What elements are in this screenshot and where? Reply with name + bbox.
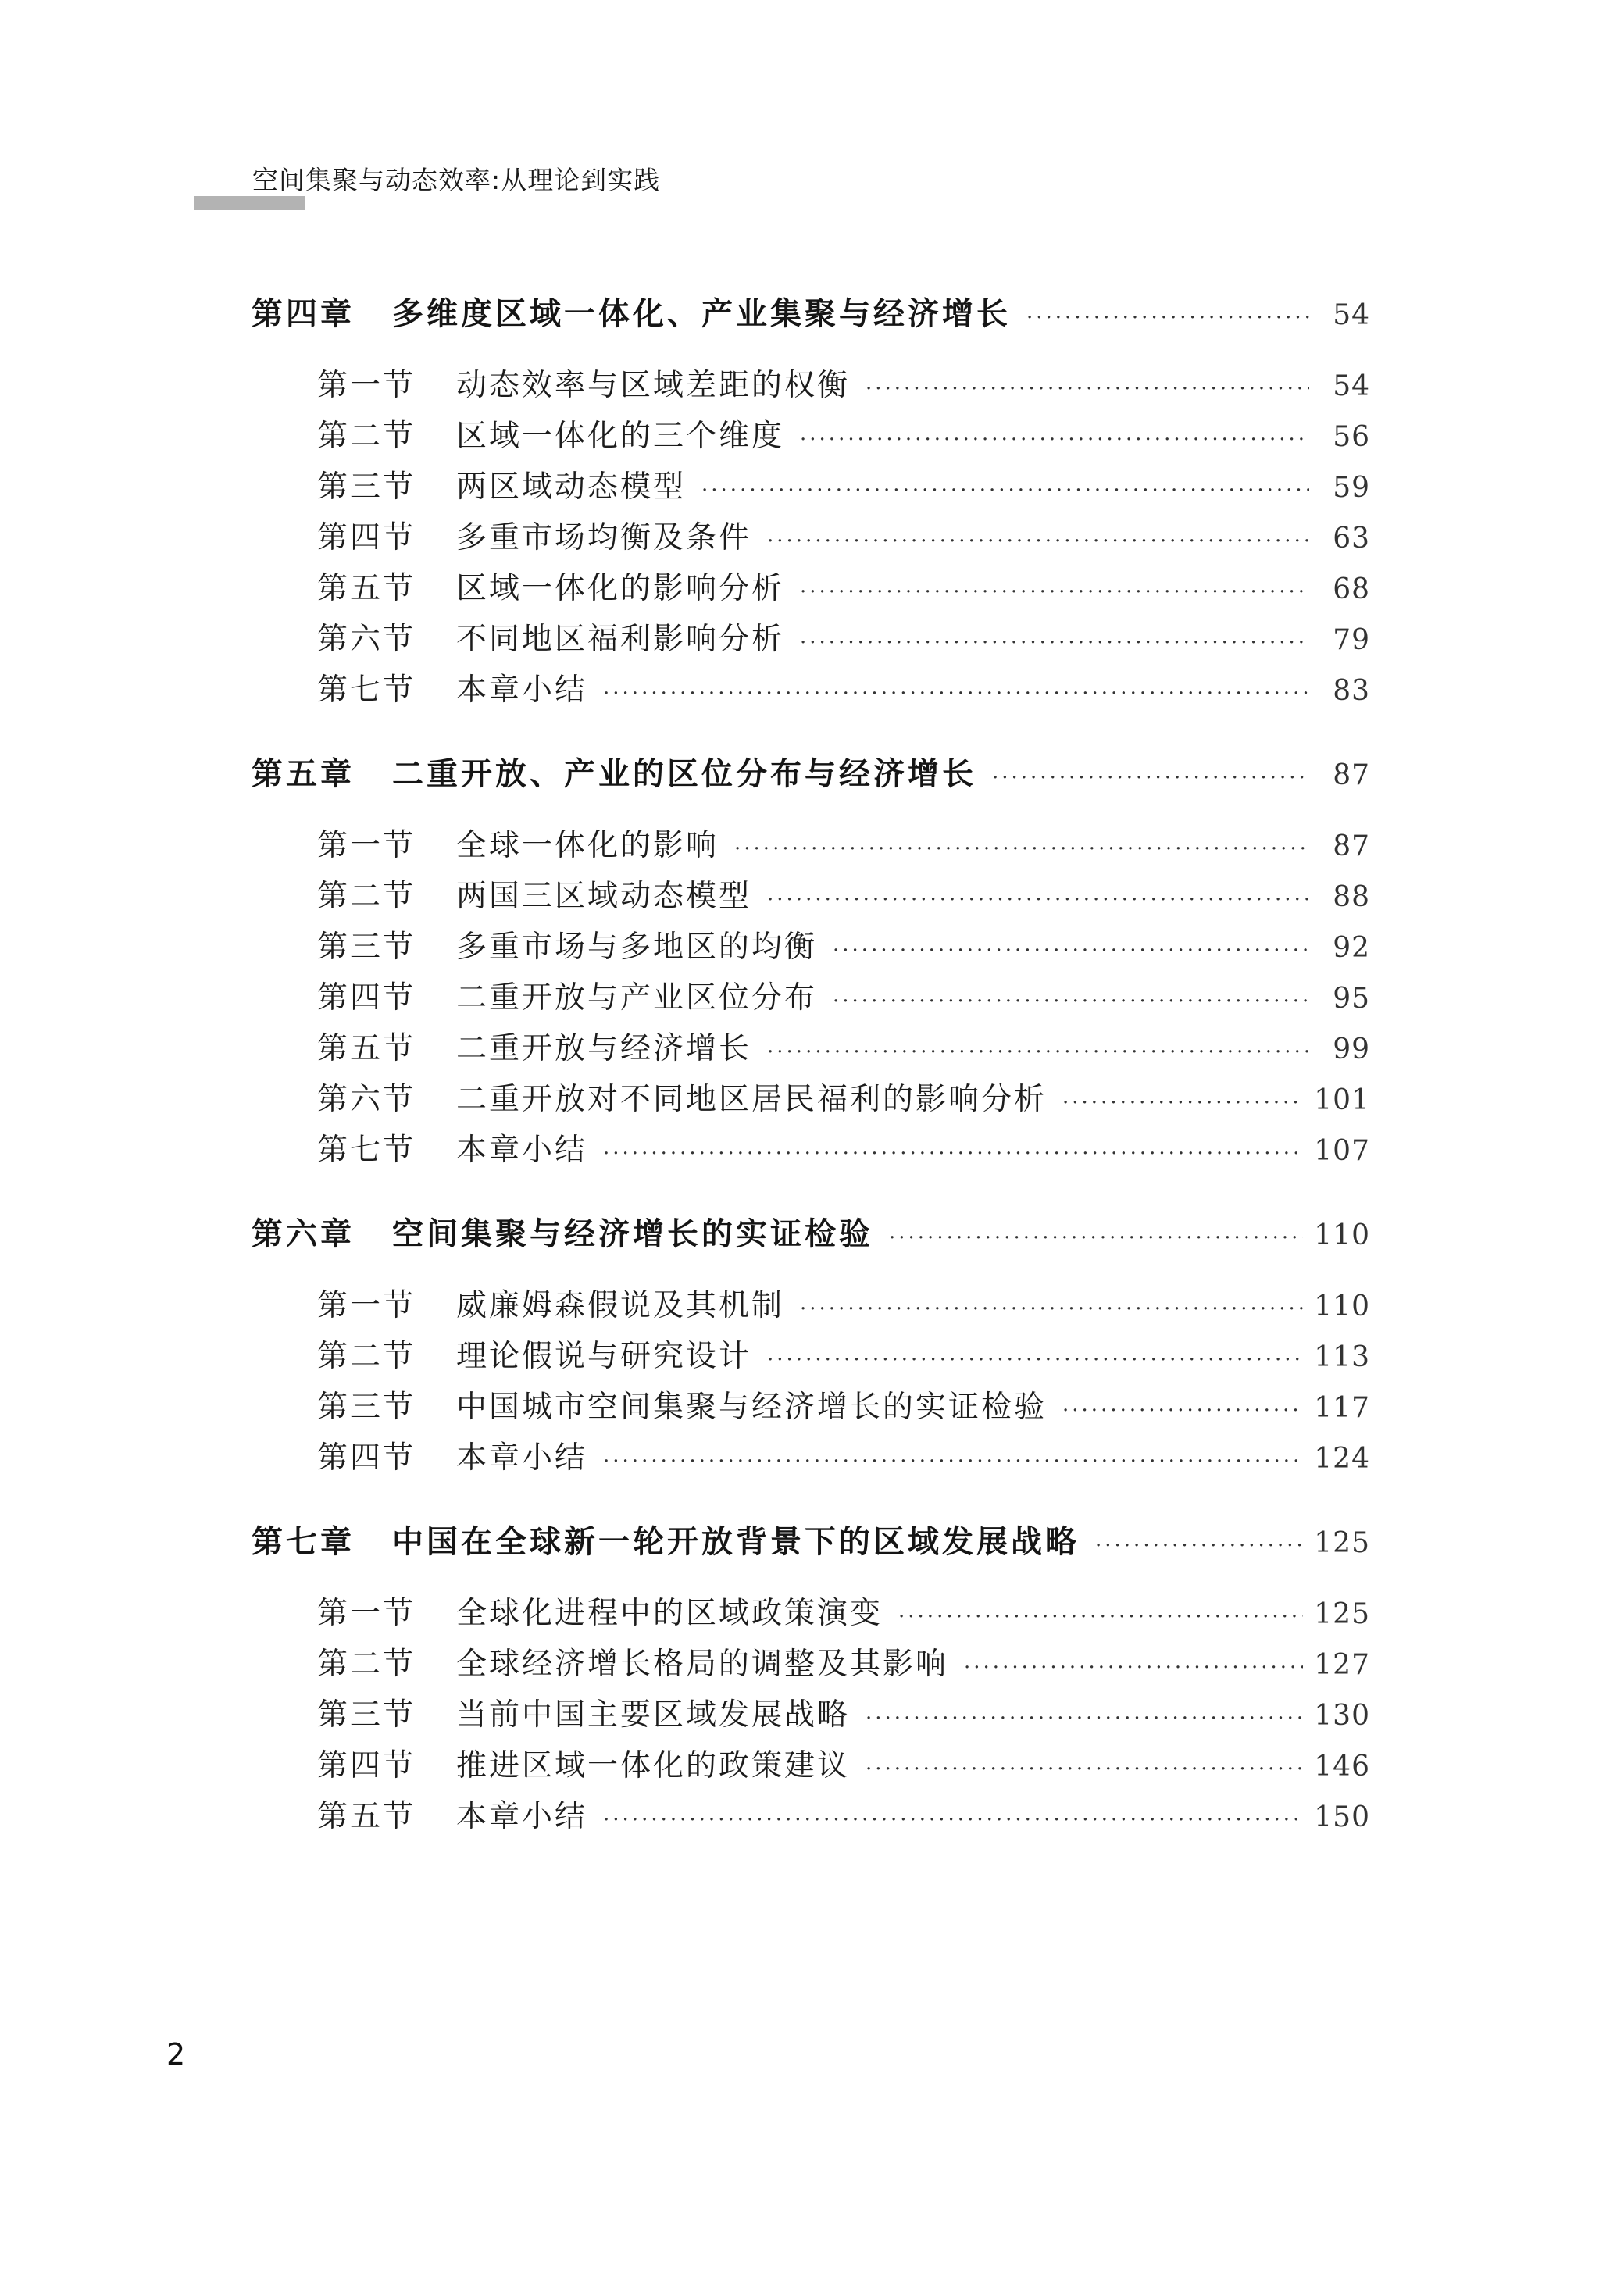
toc-section-entry[interactable]: [252, 1126, 1370, 1176]
dot-leader: [866, 377, 1309, 401]
chapter-page-number: 54: [1333, 299, 1370, 331]
dot-leader: [1062, 1399, 1303, 1422]
section-number: 第二节: [317, 1339, 416, 1374]
dot-leader: [767, 888, 1309, 912]
section-page-number: 113: [1314, 1341, 1370, 1373]
section-title: 当前中国主要区域发展战略: [456, 1697, 851, 1733]
section-title: 全球化进程中的区域政策演变: [456, 1596, 883, 1631]
section-title: 两国三区域动态模型: [456, 879, 752, 914]
section-page-number: 79: [1333, 624, 1370, 656]
page-number: 2: [166, 2037, 186, 2072]
section-title: 全球一体化的影响: [456, 828, 719, 863]
chapter-page-number: 125: [1314, 1527, 1370, 1559]
toc-section-entry[interactable]: [252, 973, 1370, 1024]
section-title: 二重开放对不同地区居民福利的影响分析: [456, 1082, 1048, 1117]
section-page-number: 54: [1333, 370, 1370, 402]
section-number: 第七节: [317, 673, 416, 708]
section-title: 区域一体化的影响分析: [456, 571, 785, 606]
toc-chapter-entry[interactable]: [252, 749, 1370, 794]
section-page-number: 87: [1333, 830, 1370, 862]
section-number: 第二节: [317, 879, 416, 914]
dot-leader: [833, 990, 1309, 1013]
chapter-number: 第五章: [252, 756, 355, 792]
section-page-number: 63: [1333, 523, 1370, 555]
toc-chapter-entry[interactable]: [252, 1209, 1370, 1255]
dot-leader: [734, 837, 1309, 861]
toc-section-entry[interactable]: [252, 1589, 1370, 1640]
section-number: 第一节: [317, 1288, 416, 1323]
dot-leader: [603, 1142, 1303, 1165]
section-page-number: 101: [1314, 1084, 1370, 1116]
toc-section-entry[interactable]: [252, 821, 1370, 872]
section-title: 全球经济增长格局的调整及其影响: [456, 1647, 949, 1682]
chapter-title: 二重开放、产业的区位分布与经济增长: [392, 756, 976, 792]
dot-leader: [1095, 1534, 1303, 1558]
chapter-page-number: 87: [1333, 759, 1370, 791]
section-title: 动态效率与区域差距的权衡: [456, 368, 851, 403]
toc-section-entry[interactable]: [252, 513, 1370, 564]
section-title: 威廉姆森假说及其机制: [456, 1288, 785, 1323]
section-title: 本章小结: [456, 1440, 588, 1476]
chapter-block: [252, 1517, 1370, 1843]
toc-section-entry[interactable]: [252, 412, 1370, 462]
section-title: 多重市场均衡及条件: [456, 520, 752, 555]
section-page-number: 88: [1333, 881, 1370, 913]
toc-section-entry[interactable]: [252, 1075, 1370, 1126]
section-number: 第四节: [317, 1440, 416, 1476]
chapter-title: 空间集聚与经济增长的实证检验: [392, 1216, 873, 1252]
toc-section-entry[interactable]: [252, 1024, 1370, 1075]
section-number: 第六节: [317, 1082, 416, 1117]
toc-chapter-entry[interactable]: [252, 289, 1370, 334]
section-page-number: 95: [1333, 983, 1370, 1015]
section-number: 第七节: [317, 1133, 416, 1168]
toc-section-entry[interactable]: [252, 872, 1370, 923]
dot-leader: [767, 1348, 1303, 1372]
section-title: 中国城市空间集聚与经济增长的实证检验: [456, 1390, 1048, 1425]
section-page-number: 56: [1333, 421, 1370, 453]
chapter-number: 第六章: [252, 1216, 355, 1252]
dot-leader: [603, 1450, 1303, 1473]
section-number: 第五节: [317, 571, 416, 606]
section-page-number: 99: [1333, 1033, 1370, 1065]
toc-section-entry[interactable]: [252, 1690, 1370, 1741]
section-page-number: 125: [1314, 1598, 1370, 1630]
section-number: 第一节: [317, 368, 416, 403]
toc-section-entry[interactable]: [252, 1741, 1370, 1792]
section-title: 本章小结: [456, 1133, 588, 1168]
section-number: 第三节: [317, 930, 416, 965]
chapter-block: [252, 289, 1370, 716]
section-title: 本章小结: [456, 673, 588, 708]
dot-leader: [800, 580, 1309, 604]
section-number: 第三节: [317, 1390, 416, 1425]
toc-section-entry[interactable]: [252, 462, 1370, 513]
section-number: 第三节: [317, 1697, 416, 1733]
dot-leader: [800, 1297, 1303, 1321]
dot-leader: [800, 631, 1309, 655]
section-title: 本章小结: [456, 1799, 588, 1834]
section-page-number: 130: [1314, 1700, 1370, 1732]
dot-leader: [866, 1758, 1303, 1781]
running-head-title: 空间集聚与动态效率:从理论到实践: [252, 165, 661, 195]
section-page-number: 68: [1333, 573, 1370, 605]
chapter-page-number: 110: [1314, 1219, 1370, 1251]
dot-leader: [964, 1656, 1303, 1679]
running-head-bar: [194, 196, 305, 210]
toc-section-entry[interactable]: [252, 361, 1370, 412]
section-page-number: 117: [1314, 1392, 1370, 1424]
section-page-number: 83: [1333, 675, 1370, 707]
section-number: 第一节: [317, 1596, 416, 1631]
section-title: 理论假说与研究设计: [456, 1339, 752, 1374]
dot-leader: [603, 1808, 1303, 1832]
toc-chapter-entry[interactable]: [252, 1517, 1370, 1562]
section-number: 第四节: [317, 520, 416, 555]
section-page-number: 127: [1314, 1649, 1370, 1681]
section-title: 两区域动态模型: [456, 469, 687, 505]
section-title: 二重开放与产业区位分布: [456, 980, 818, 1015]
toc-section-entry[interactable]: [252, 1332, 1370, 1383]
section-number: 第四节: [317, 1748, 416, 1783]
section-number: 第三节: [317, 469, 416, 505]
toc-section-entry[interactable]: [252, 1383, 1370, 1433]
section-page-number: 107: [1314, 1135, 1370, 1167]
section-page-number: 59: [1333, 472, 1370, 504]
section-page-number: 110: [1314, 1290, 1370, 1322]
chapter-block: [252, 749, 1370, 1176]
toc-section-entry[interactable]: [252, 1792, 1370, 1843]
section-number: 第四节: [317, 980, 416, 1015]
section-page-number: 146: [1314, 1751, 1370, 1783]
section-title: 推进区域一体化的政策建议: [456, 1748, 851, 1783]
chapter-number: 第四章: [252, 296, 355, 332]
toc-section-entry[interactable]: [252, 666, 1370, 716]
section-number: 第五节: [317, 1031, 416, 1066]
section-number: 第五节: [317, 1799, 416, 1834]
dot-leader: [866, 1707, 1303, 1730]
section-number: 第六节: [317, 622, 416, 657]
section-number: 第一节: [317, 828, 416, 863]
toc-section-entry[interactable]: [252, 1640, 1370, 1690]
chapter-title: 多维度区域一体化、产业集聚与经济增长: [392, 296, 1011, 332]
chapter-block: [252, 1209, 1370, 1484]
dot-leader: [833, 939, 1309, 962]
section-title: 区域一体化的三个维度: [456, 419, 785, 454]
dot-leader: [800, 428, 1309, 452]
dot-leader: [889, 1226, 1303, 1250]
dot-leader: [767, 530, 1309, 553]
toc-section-entry[interactable]: [252, 1433, 1370, 1484]
dot-leader: [603, 682, 1309, 705]
section-page-number: 124: [1314, 1443, 1370, 1475]
chapter-title: 中国在全球新一轮开放背景下的区域发展战略: [392, 1524, 1080, 1560]
toc-section-entry[interactable]: [252, 564, 1370, 615]
section-page-number: 150: [1314, 1801, 1370, 1833]
dot-leader: [898, 1605, 1303, 1629]
dot-leader: [1026, 306, 1309, 330]
section-title: 不同地区福利影响分析: [456, 622, 785, 657]
section-number: 第二节: [317, 419, 416, 454]
section-title: 多重市场与多地区的均衡: [456, 930, 818, 965]
dot-leader: [992, 766, 1309, 790]
section-number: 第二节: [317, 1647, 416, 1682]
toc-section-entry[interactable]: [252, 1281, 1370, 1332]
dot-leader: [701, 479, 1309, 502]
dot-leader: [1062, 1091, 1303, 1115]
section-page-number: 92: [1333, 932, 1370, 964]
toc-section-entry[interactable]: [252, 923, 1370, 973]
chapter-number: 第七章: [252, 1524, 355, 1560]
toc-section-entry[interactable]: [252, 615, 1370, 666]
dot-leader: [767, 1040, 1309, 1064]
table-of-contents: [252, 289, 1370, 1843]
section-title: 二重开放与经济增长: [456, 1031, 752, 1066]
